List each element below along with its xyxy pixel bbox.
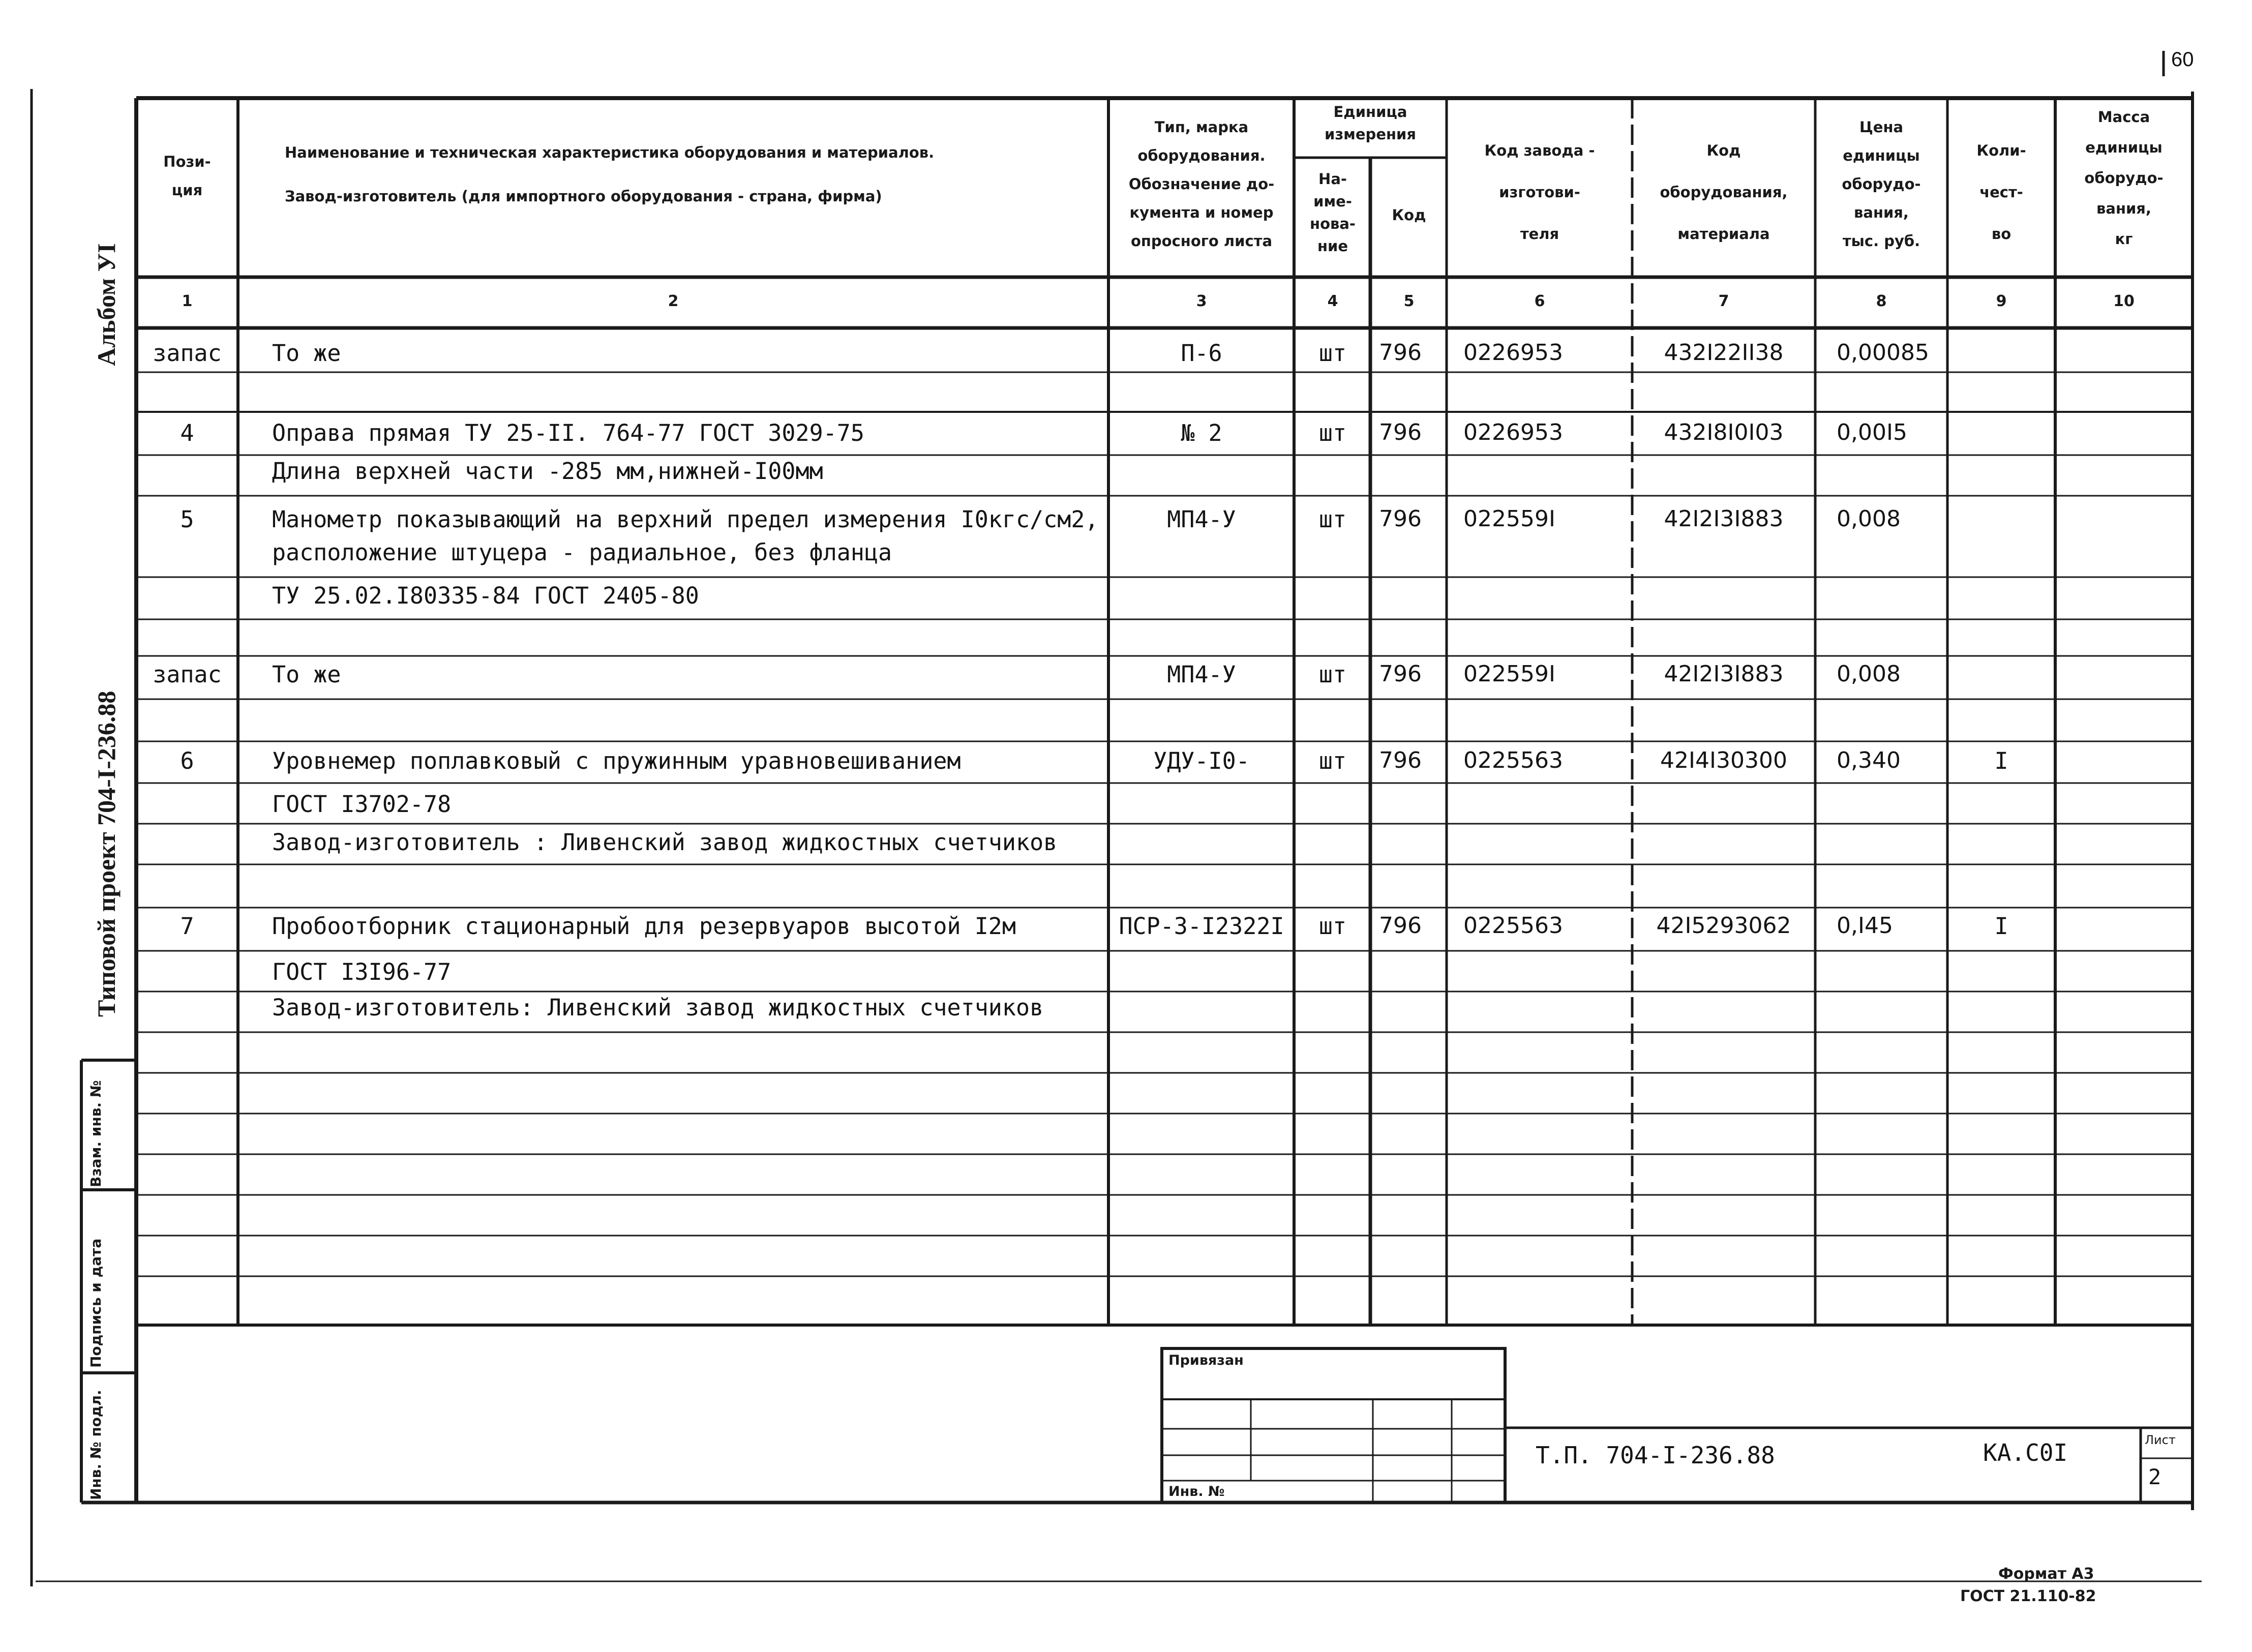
row-position: запас — [153, 661, 222, 688]
row-equip-code: 42I4I30300 — [1660, 747, 1787, 773]
header-quantity-line1: Коли- — [1976, 142, 2026, 159]
project-label: Типовой проект 704-I-236.88 — [92, 690, 121, 1017]
header-price-line5: тыс. руб. — [1842, 232, 1920, 250]
row-name: Манометр показывающий на верхний предел измерения I0кгс/см2, — [272, 506, 1099, 533]
header-price-line1: Цена — [1859, 118, 1904, 136]
row-type: П-6 — [1181, 340, 1222, 367]
header-quantity-line3: во — [1991, 225, 2011, 243]
header-unit-line2: измерения — [1325, 126, 1416, 143]
header-unit-code: Код — [1392, 206, 1426, 224]
row-unit: шт — [1318, 419, 1347, 446]
row-plant-code: 022559I — [1463, 506, 1555, 532]
row-unit-code: 796 — [1379, 340, 1422, 366]
header-type-line5: опросного листа — [1130, 232, 1273, 250]
header-unit-name-line2: име- — [1313, 193, 1352, 210]
row-name: То же — [272, 661, 341, 688]
header-plant-line1: Код завода - — [1484, 142, 1595, 159]
header-mass-line1: Масса — [2097, 108, 2150, 126]
document-code: КА.С0I — [1983, 1439, 2068, 1466]
row-position: 4 — [180, 419, 194, 446]
header-equip-line2: оборудования, — [1660, 184, 1788, 201]
row-type: УДУ-I0- — [1153, 747, 1250, 774]
header-unit-name-line3: нова- — [1310, 215, 1356, 232]
row-name: ГОСТ I3I96-77 — [272, 958, 452, 985]
row-price: 0,008 — [1837, 506, 1901, 532]
header-position-line2: ция — [171, 182, 203, 199]
album-label: Альбом УI — [92, 243, 121, 366]
stamp-podp-label: Подпись и дата — [87, 1238, 104, 1368]
row-unit-code: 796 — [1379, 661, 1422, 687]
row-name: расположение штуцера - радиальное, без фланца — [272, 539, 892, 566]
header-name-line1: Наименование и техническая характеристика оборудования и материалов. — [285, 144, 935, 161]
column-number: 7 — [1718, 292, 1729, 310]
header-price-line2: единицы — [1843, 147, 1920, 164]
row-equip-code: 432I22II38 — [1664, 340, 1784, 366]
row-position: 6 — [180, 747, 194, 774]
row-name: Завод-изготовитель : Ливенский завод жидкостных счетчиков — [272, 829, 1058, 856]
header-quantity — [1949, 130, 2053, 255]
header-mass-line5: кг — [2115, 230, 2133, 248]
row-equip-code: 42I2I3I883 — [1664, 506, 1784, 532]
inv-number-label: Инв. № — [1168, 1484, 1225, 1499]
row-equip-code: 42I2I3I883 — [1664, 661, 1784, 687]
header-mass — [2057, 102, 2190, 254]
column-number: 10 — [2113, 292, 2135, 310]
header-mass-line3: оборудо- — [2084, 169, 2164, 187]
row-type: МП4-У — [1167, 506, 1236, 533]
row-position: запас — [153, 340, 222, 367]
header-price-line4: вания, — [1854, 204, 1909, 221]
row-plant-code: 0226953 — [1463, 340, 1563, 366]
header-unit-name — [1296, 168, 1369, 257]
header-type — [1110, 113, 1293, 255]
header-unit-line1: Единица — [1333, 103, 1407, 121]
row-name: Завод-изготовитель: Ливенский завод жидкостных счетчиков — [272, 994, 1044, 1021]
header-type-line1: Тип, марка — [1154, 118, 1249, 136]
stamp-vzam-label: Взам. инв. № — [87, 1080, 104, 1187]
document-designation: Т.П. 704-I-236.88 — [1536, 1441, 1775, 1469]
row-type: МП4-У — [1167, 661, 1236, 688]
row-unit-code: 796 — [1379, 913, 1422, 939]
column-number: 3 — [1196, 292, 1207, 310]
sheet-number: 2 — [2148, 1464, 2161, 1489]
row-plant-code: 0225563 — [1463, 747, 1563, 773]
header-type-line3: Обозначение до- — [1128, 175, 1275, 193]
column-number: 5 — [1403, 292, 1415, 310]
header-plant-line2: изготови- — [1499, 184, 1580, 201]
header-type-line4: кумента и номер — [1129, 204, 1274, 221]
row-quantity: I — [1994, 913, 2008, 940]
bound-label: Привязан — [1168, 1353, 1244, 1368]
column-number: 4 — [1327, 292, 1338, 310]
header-equip-line3: материала — [1677, 225, 1770, 243]
header-position-line1: Пози- — [163, 153, 211, 170]
row-name: То же — [272, 340, 341, 367]
column-number: 2 — [668, 292, 679, 310]
row-quantity: I — [1994, 747, 2008, 774]
row-type: ПСР-3-I2322I — [1119, 913, 1284, 940]
row-equip-code: 42I5293062 — [1656, 913, 1791, 939]
row-unit: шт — [1318, 913, 1347, 940]
row-price: 0,I45 — [1837, 913, 1893, 939]
column-number: 1 — [182, 292, 193, 310]
row-position: 5 — [180, 506, 194, 533]
row-unit-code: 796 — [1379, 506, 1422, 532]
header-equip-code — [1634, 130, 1813, 255]
row-unit: шт — [1318, 340, 1347, 367]
row-price: 0,00085 — [1837, 340, 1929, 366]
header-mass-line4: вания, — [2096, 200, 2151, 217]
row-price: 0,340 — [1837, 747, 1901, 773]
page-number: 60 — [2171, 48, 2194, 71]
header-name-line2: Завод-изготовитель (для импортного оборудования - страна, фирма) — [285, 188, 882, 205]
row-unit-code: 796 — [1379, 419, 1422, 445]
column-number: 6 — [1534, 292, 1545, 310]
row-unit: шт — [1318, 747, 1347, 774]
header-mass-line2: единицы — [2085, 139, 2163, 156]
header-equip-line1: Код — [1706, 142, 1741, 159]
row-position: 7 — [180, 913, 194, 940]
row-equip-code: 432I8I0I03 — [1664, 419, 1784, 445]
column-number: 8 — [1876, 292, 1887, 310]
header-type-line2: оборудования. — [1137, 147, 1266, 164]
format-label: Формат А3 — [1998, 1565, 2094, 1583]
row-type: № 2 — [1181, 419, 1222, 446]
row-plant-code: 0225563 — [1463, 913, 1563, 939]
row-unit: шт — [1318, 661, 1347, 688]
row-name: ТУ 25.02.I80335-84 ГОСТ 2405-80 — [272, 582, 699, 609]
row-price: 0,00I5 — [1837, 419, 1907, 445]
row-name: Уровнемер поплавковый с пружинным уравновешиванием — [272, 747, 961, 774]
row-name: Длина верхней части -285 мм,нижней-I00мм — [272, 458, 823, 485]
row-name: Оправа прямая ТУ 25-II. 764-77 ГОСТ 3029-75 — [272, 419, 864, 446]
row-unit-code: 796 — [1379, 747, 1422, 773]
header-name — [285, 138, 1098, 211]
column-number: 9 — [1996, 292, 2007, 310]
header-unit-name-line4: ние — [1317, 237, 1348, 255]
header-plant-code — [1449, 130, 1631, 255]
row-price: 0,008 — [1837, 661, 1901, 687]
header-unit — [1296, 101, 1445, 145]
header-price-line3: оборудо- — [1842, 175, 1921, 193]
header-price — [1817, 113, 1945, 255]
header-position — [138, 147, 236, 204]
gost-label: ГОСТ 21.110-82 — [1960, 1587, 2096, 1605]
row-plant-code: 022559I — [1463, 661, 1555, 687]
header-unit-name-line1: На- — [1318, 170, 1347, 188]
stamp-inv-label: Инв. № подл. — [87, 1390, 104, 1500]
row-name: Пробоотборник стационарный для резервуаров высотой I2м — [272, 913, 1016, 940]
row-unit: шт — [1318, 506, 1347, 533]
row-name: ГОСТ I3702-78 — [272, 791, 452, 818]
header-quantity-line2: чест- — [1979, 184, 2023, 201]
sheet-label: Лист — [2145, 1433, 2176, 1447]
header-plant-line3: теля — [1520, 225, 1559, 243]
row-plant-code: 0226953 — [1463, 419, 1563, 445]
